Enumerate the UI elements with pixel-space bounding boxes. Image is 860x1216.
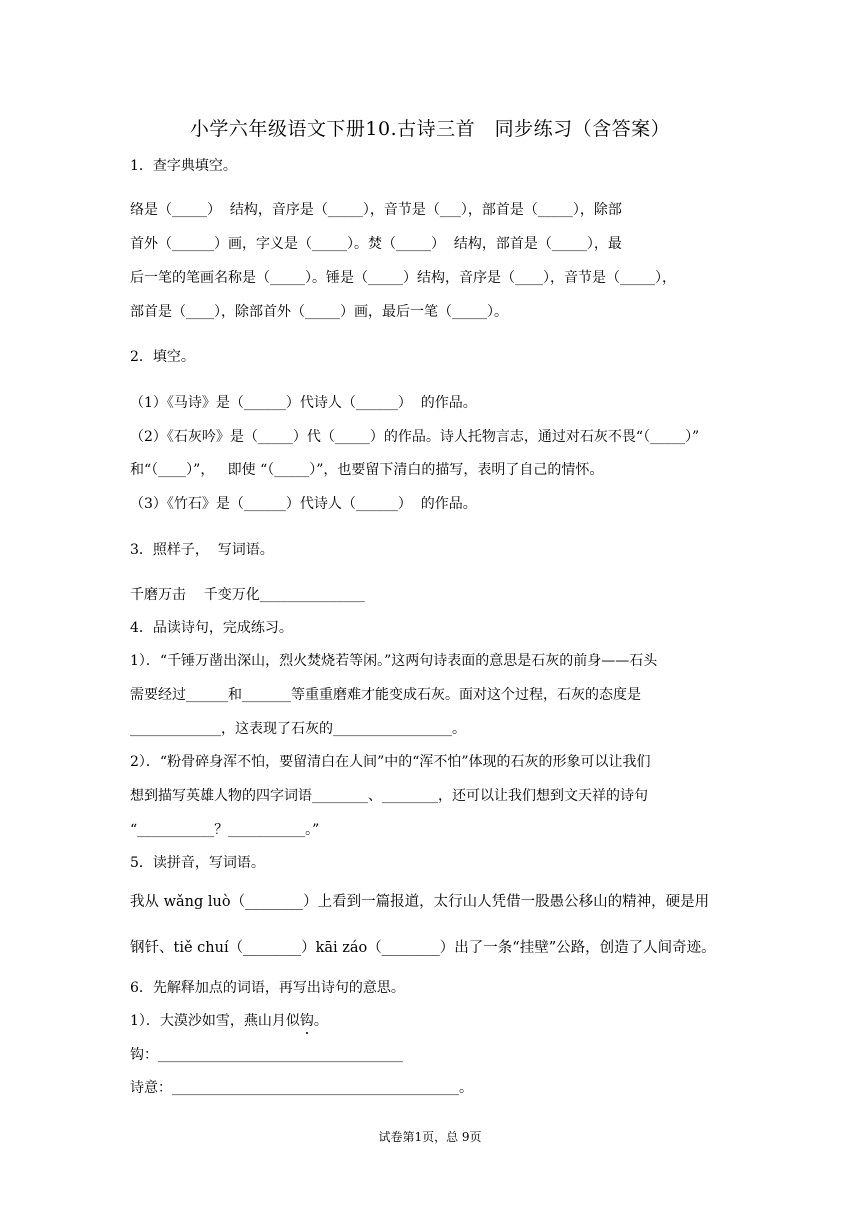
page-title: 小学六年级语文下册10.古诗三首 同步练习（含答案） bbox=[189, 118, 671, 140]
q5-line: 钢钎、tiě chuí（________）kāi záo（________）出了一条“挂壁”公路，创造了人间奇迹。 bbox=[130, 940, 716, 956]
q4-line: 2）．“粉骨碎身浑不怕，要留清白在人间”中的“浑不怕”体现的石灰的形象可以让我们 bbox=[130, 754, 651, 770]
q1-line: 首外（______）画，字义是（_____）。焚（_____） 结构，部首是（_____），最 bbox=[130, 236, 622, 252]
q3-line: 千磨万击 千变万化_______________ bbox=[130, 587, 365, 603]
dotted-word: 钩 bbox=[299, 1013, 314, 1029]
q4-line: 1）．“千锤万凿出深山，烈火焚烧若等闲。”这两句诗表面的意思是石灰的前身——石头 bbox=[130, 653, 658, 669]
q2-line: 和“（____）”， 即使 “（_____）”，也要留下清白的描写，表明了自己的情怀。 bbox=[130, 462, 604, 478]
q6-subquestion bbox=[130, 1011, 328, 1031]
q1-line: 络是（_____） 结构，音序是（_____），音节是（___），部首是（_____），除部 bbox=[130, 202, 622, 218]
q6-heading: 6．先解释加点的词语，再写出诗句的意思。 bbox=[130, 980, 405, 996]
q6-answer-line: 钩：___________________________________ bbox=[130, 1047, 403, 1063]
q1-heading: 1．查字典填空。 bbox=[130, 158, 237, 174]
q2-line: （1）《马诗》是（______）代诗人（______） 的作品。 bbox=[130, 395, 477, 411]
q4-line: “___________？___________。” bbox=[130, 822, 320, 838]
q4-line: 需要经过______和_______等重重磨难才能变成石灰。面对这个过程，石灰的态度是 bbox=[130, 687, 641, 703]
q1-line: 后一笔的笔画名称是（_____）。锤是（_____）结构，音序是（____），音节是（_____）， bbox=[130, 270, 676, 286]
q5-heading: 5．读拼音，写词语。 bbox=[130, 855, 265, 871]
q2-heading: 2．填空。 bbox=[130, 349, 195, 365]
q1-line: 部首是（____），除部首外（_____）画，最后一笔（_____）。 bbox=[130, 304, 508, 320]
q2-line: （3）《竹石》是（______）代诗人（______） 的作品。 bbox=[130, 496, 477, 512]
q5-line: 我从 wǎng luò（________）上看到一篇报道，太行山人凭借一股愚公移山的精神，硬是用 bbox=[130, 894, 710, 910]
q6-line-end: 。 bbox=[313, 1013, 328, 1029]
q6-answer-line: 诗意：_________________________________________。 bbox=[130, 1080, 473, 1096]
q4-heading: 4．品读诗句，完成练习。 bbox=[130, 620, 293, 636]
q4-line: _____________，这表现了石灰的_________________。 bbox=[130, 721, 466, 737]
q2-line: （2）《石灰吟》是（_____）代（_____）的作品。诗人托物言志，通过对石灰不畏“（_____）” bbox=[130, 429, 700, 445]
q3-heading: 3．照样子， 写词语。 bbox=[130, 542, 274, 558]
q6-line-text: 1）．大漠沙如雪，燕山月似 bbox=[130, 1013, 300, 1029]
q4-line: 想到描写英雄人物的四字词语________、________，还可以让我们想到文天祥的诗句 bbox=[130, 788, 648, 804]
page-footer: 试卷第1页，总 9页 bbox=[378, 1130, 482, 1144]
